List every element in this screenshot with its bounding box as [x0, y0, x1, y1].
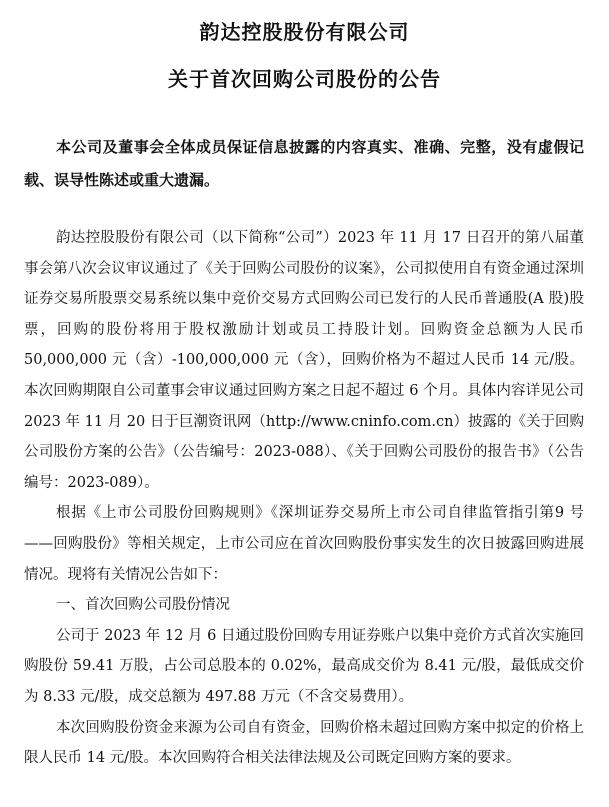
section-heading-first-repurchase: 一、首次回购公司股份情况 [56, 597, 230, 614]
board-notice: 本公司及董事会全体成员保证信息披露的内容真实、准确、完整，没有虚假记载、误导性陈述或重大遗漏。 [24, 138, 584, 189]
announcement-title: 关于首次回购公司股份的公告 [168, 67, 441, 91]
paragraph-repurchase-details: 公司于 2023 年 12 月 6 日通过股份回购专用证券账户以集中竞价方式首次实施回购股份 59.41 万股，占公司总股本的 0.02%，最高成交价为 8.41 元/股，最低成交价为 8.33 元/股，成交总额为 497.88 万元（不含交易费用）。 [24, 627, 584, 705]
paragraph-background: 韵达控股股份有限公司（以下简称“公司”）2023 年 11 月 17 日召开的第八届董事会第八次会议审议通过了《关于回购公司股份的议案》，公司拟使用自有资金通过深圳证券交易所股票交易系统以集中竞价交易方式回购公司已发行的人民币普通股(A 股)股票，回购的股份将用于股权激励计划或员工持股计划。回购资金总额为人民币 50,000,000 元（含）-100,000,000 元（含），回购价格为不超过人民币 14 元/股。本次回购期限自公司董事会审议通过回购方案之日起不超过 6 个月。具体内容详见公司 2023 年 11 月 20 日于巨潮资讯网（http://www.cninfo.com.cn）披露的《关于回购公司股份方案的公告》（公告编号：2023-088）、《关于回购公司股份的报告书》（公告编号：2023-089）。 [24, 230, 584, 491]
company-title: 韵达控股股份有限公司 [199, 20, 410, 44]
paragraph-funding-source: 本次回购股份资金来源为公司自有资金，回购价格未超过回购方案中拟定的价格上限人民币 14 元/股。本次回购符合相关法律法规及公司既定回购方案的要求。 [24, 719, 584, 767]
announcement-body [24, 223, 584, 774]
paragraph-regulation: 根据《上市公司股份回购规则》《深圳证券交易所上市公司自律监管指引第9 号——回购股份》等相关规定，上市公司应在首次回购股份事实发生的次日披露回购进展情况。现将有关情况公告如下： [24, 505, 584, 583]
